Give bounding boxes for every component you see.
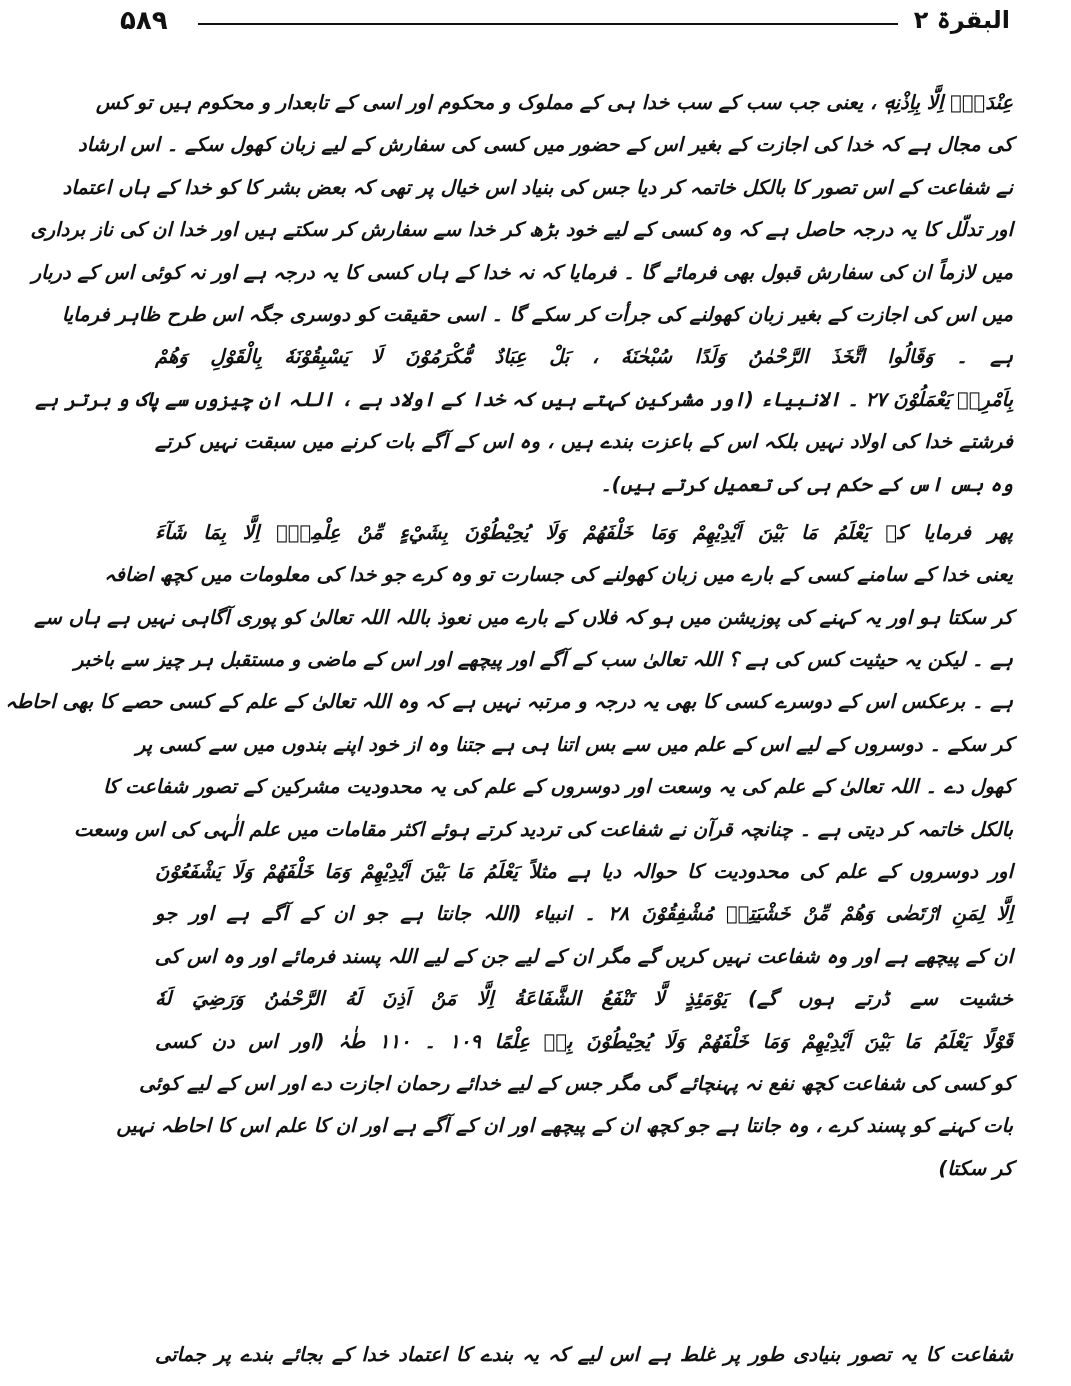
text-line: کر سکتا ہو اور یہ کہنے کی پوزیشن میں ہو کہ فلاں کے بارے میں نعوذ باللہ اللہ تعالیٰ کو پوری آگاہی نہیں ہے ہاں سے bbox=[34, 605, 1013, 629]
text-line: خشیت سے ڈرتے ہوں گے) يَوْمَئِذٍ لَّا تَنْفَعُ الشَّفَاعَةُ اِلَّا مَنْ اَذِنَ لَهُ الرَّحْمٰنُ وَرَضِيَ لَهٗ bbox=[155, 987, 1013, 1011]
page-header bbox=[120, 6, 1010, 40]
text-line: پھر فرمایا کہ يَعْلَمُ مَا بَيْنَ اَيْدِيْهِمْ وَمَا خَلْفَهُمْ وَلَا يُحِيْطُوْنَ بِشَيْءٍ مِّنْ عِلْمِهٖۤ اِلَّا بِمَا شَآءَ bbox=[155, 520, 1013, 544]
page-footer-text bbox=[155, 1334, 1013, 1376]
text-line: ان کے پیچھے ہے اور وہ شفاعت نہیں کریں گے مگر ان کے لیے جن کے لیے اللہ پسند فرمائے اور وہ اس کی bbox=[154, 944, 1013, 968]
text-line: میں لازماً ان کی سفارش قبول بھی فرمائے گا ۔ فرمایا کہ نہ خدا کے ہاں کسی کا یہ درجہ ہے اور نہ کوئی اس کے دربار bbox=[31, 260, 1013, 284]
text-line: بالکل خاتمہ کر دیتی ہے ۔ چنانچہ قرآن نے شفاعت کی تردید کرتے ہوئے اکثر مقامات میں علم الٰہی کی اس وسعت bbox=[73, 817, 1013, 841]
text-line: نے شفاعت کے اس تصور کا بالکل خاتمہ کر دیا جس کی بنیاد اس خیال پر تھی کہ بعض بشر کا کو خدا کے ہاں اعتماد bbox=[62, 175, 1013, 199]
page-body-text bbox=[5, 82, 1013, 1190]
text-line: کر سکے ۔ دوسروں کے لیے اس کے علم میں سے بس اتنا ہی ہے جتنا وہ از خود اپنے بندوں میں سے کسی پر bbox=[135, 732, 1013, 756]
text-line: اور تدلّل کا یہ درجہ حاصل ہے کہ وہ کسی کے لیے خود بڑھ کر خدا سے سفارش کر سکتے ہیں اور خدا ان کی ناز برداری bbox=[30, 218, 1013, 242]
text-line: فرشتے خدا کی اولاد نہیں بلکہ اس کے باعزت بندے ہیں ، وہ اس کے آگے بات کرنے میں سبقت نہیں کرتے bbox=[155, 430, 1013, 454]
text-line: بات کہنے کو پسند کرے ، وہ جانتا ہے جو کچھ ان کے پیچھے اور ان کے آگے ہے اور ان کا علم اس کا احاطہ نہیں bbox=[116, 1114, 1013, 1138]
text-line: ہے ۔ برعکس اس کے دوسرے کسی کا بھی یہ درجہ و مرتبہ نہیں ہے کہ وہ اللہ تعالیٰ کے علم کے کسی حصے کا بھی احاطہ bbox=[5, 690, 1013, 714]
surah-title: البقرۃ ۲ bbox=[913, 6, 1010, 34]
text-line: یعنی خدا کے سامنے کسی کے بارے میں زبان کھولنے کی جسارت تو وہ کرے جو خدا کی معلومات میں کچھ اضافہ bbox=[104, 563, 1013, 587]
text-line: عِنْدَهٗۤ اِلَّا بِاِذْنِهٖ ، یعنی جب سب کے سب خدا ہی کے مملوک و محکوم اور اسی کے تابعدار و محکوم ہیں تو کس bbox=[95, 91, 1013, 114]
text-line: ہے ۔ لیکن یہ حیثیت کس کی ہے ؟ اللہ تعالیٰ سب کے آگے اور پیچھے اور اس کے ماضی و مستقبل ہر چیز سے باخبر bbox=[74, 648, 1013, 672]
page-number: ۵۸۹ bbox=[120, 6, 168, 36]
text-line: اور دوسروں کے علم کی محدودیت کا حوالہ دیا ہے مثلاً يَعْلَمُ مَا بَيْنَ اَيْدِيْهِمْ وَمَا خَلْفَهُمْ وَلَا يَشْفَعُوْنَ bbox=[155, 860, 1013, 884]
text-line: اِلَّا لِمَنِ ارْتَضٰى وَهُمْ مِّنْ خَشْيَتِهٖ مُشْفِقُوْنَ ۲۸ ۔ انبیاء (اللہ جانتا ہے جو ان کے آگے ہے اور جو bbox=[155, 902, 1013, 926]
text-line: قَوْلًا يَعْلَمُ مَا بَيْنَ اَيْدِيْهِمْ وَمَا خَلْفَهُمْ وَلَا يُحِيْطُوْنَ بِهٖ عِلْمًا ۱۰۹ ۔ ۱۱۰ طٰہٰ (اور اس دن کسی bbox=[155, 1029, 1013, 1053]
header-rule bbox=[198, 23, 898, 25]
text-line: بِاَمْرِهٖ يَعْمَلُوْنَ ۲۷ ۔ الانبیاء (اور مشرکین کہتے ہیں کہ خدا کے اولاد ہے ، اللہ ان چیزوں سے پاک و برتر ہے bbox=[35, 387, 1013, 411]
text-line: کھول دے ۔ اللہ تعالیٰ کے علم کی یہ وسعت اور دوسروں کے علم کی یہ محدودیت مشرکین کے تصور شفاعت کا bbox=[103, 775, 1013, 799]
text-line: کو کسی کی شفاعت کچھ نفع نہ پہنچائے گی مگر جس کے لیے خدائے رحمان اجازت دے اور اس کے لیے کوئی bbox=[139, 1071, 1013, 1095]
text-line: وہ بس اس کے حکم ہی کی تعمیل کرتے ہیں)۔ bbox=[600, 472, 1013, 496]
footer-line: شفاعت کا یہ تصور بنیادی طور پر غلط ہے اس لیے کہ یہ بندے کا اعتماد خدا کے بجائے بندے پر جماتی bbox=[155, 1343, 1013, 1366]
text-line: کی مجال ہے کہ خدا کی اجازت کے بغیر اس کے حضور میں کسی کی سفارش کے لیے زبان کھول سکے ۔ اس ارشاد bbox=[78, 133, 1013, 157]
text-line: میں اس کی اجازت کے بغیر زبان کھولنے کی جرأت کر سکے گا ۔ اسی حقیقت کو دوسری جگہ اس طرح ظاہر فرمایا bbox=[61, 302, 1013, 326]
text-line: ہے ۔ وَقَالُوا اتَّخَذَ الرَّحْمٰنُ وَلَدًا سُبْحٰنَهٗ ، بَلْ عِبَادٌ مُّكْرَمُوْنَ لَا يَسْبِقُوْنَهٗ بِالْقَوْلِ وَهُمْ bbox=[155, 345, 1013, 369]
text-line: کر سکتا) bbox=[938, 1156, 1013, 1180]
